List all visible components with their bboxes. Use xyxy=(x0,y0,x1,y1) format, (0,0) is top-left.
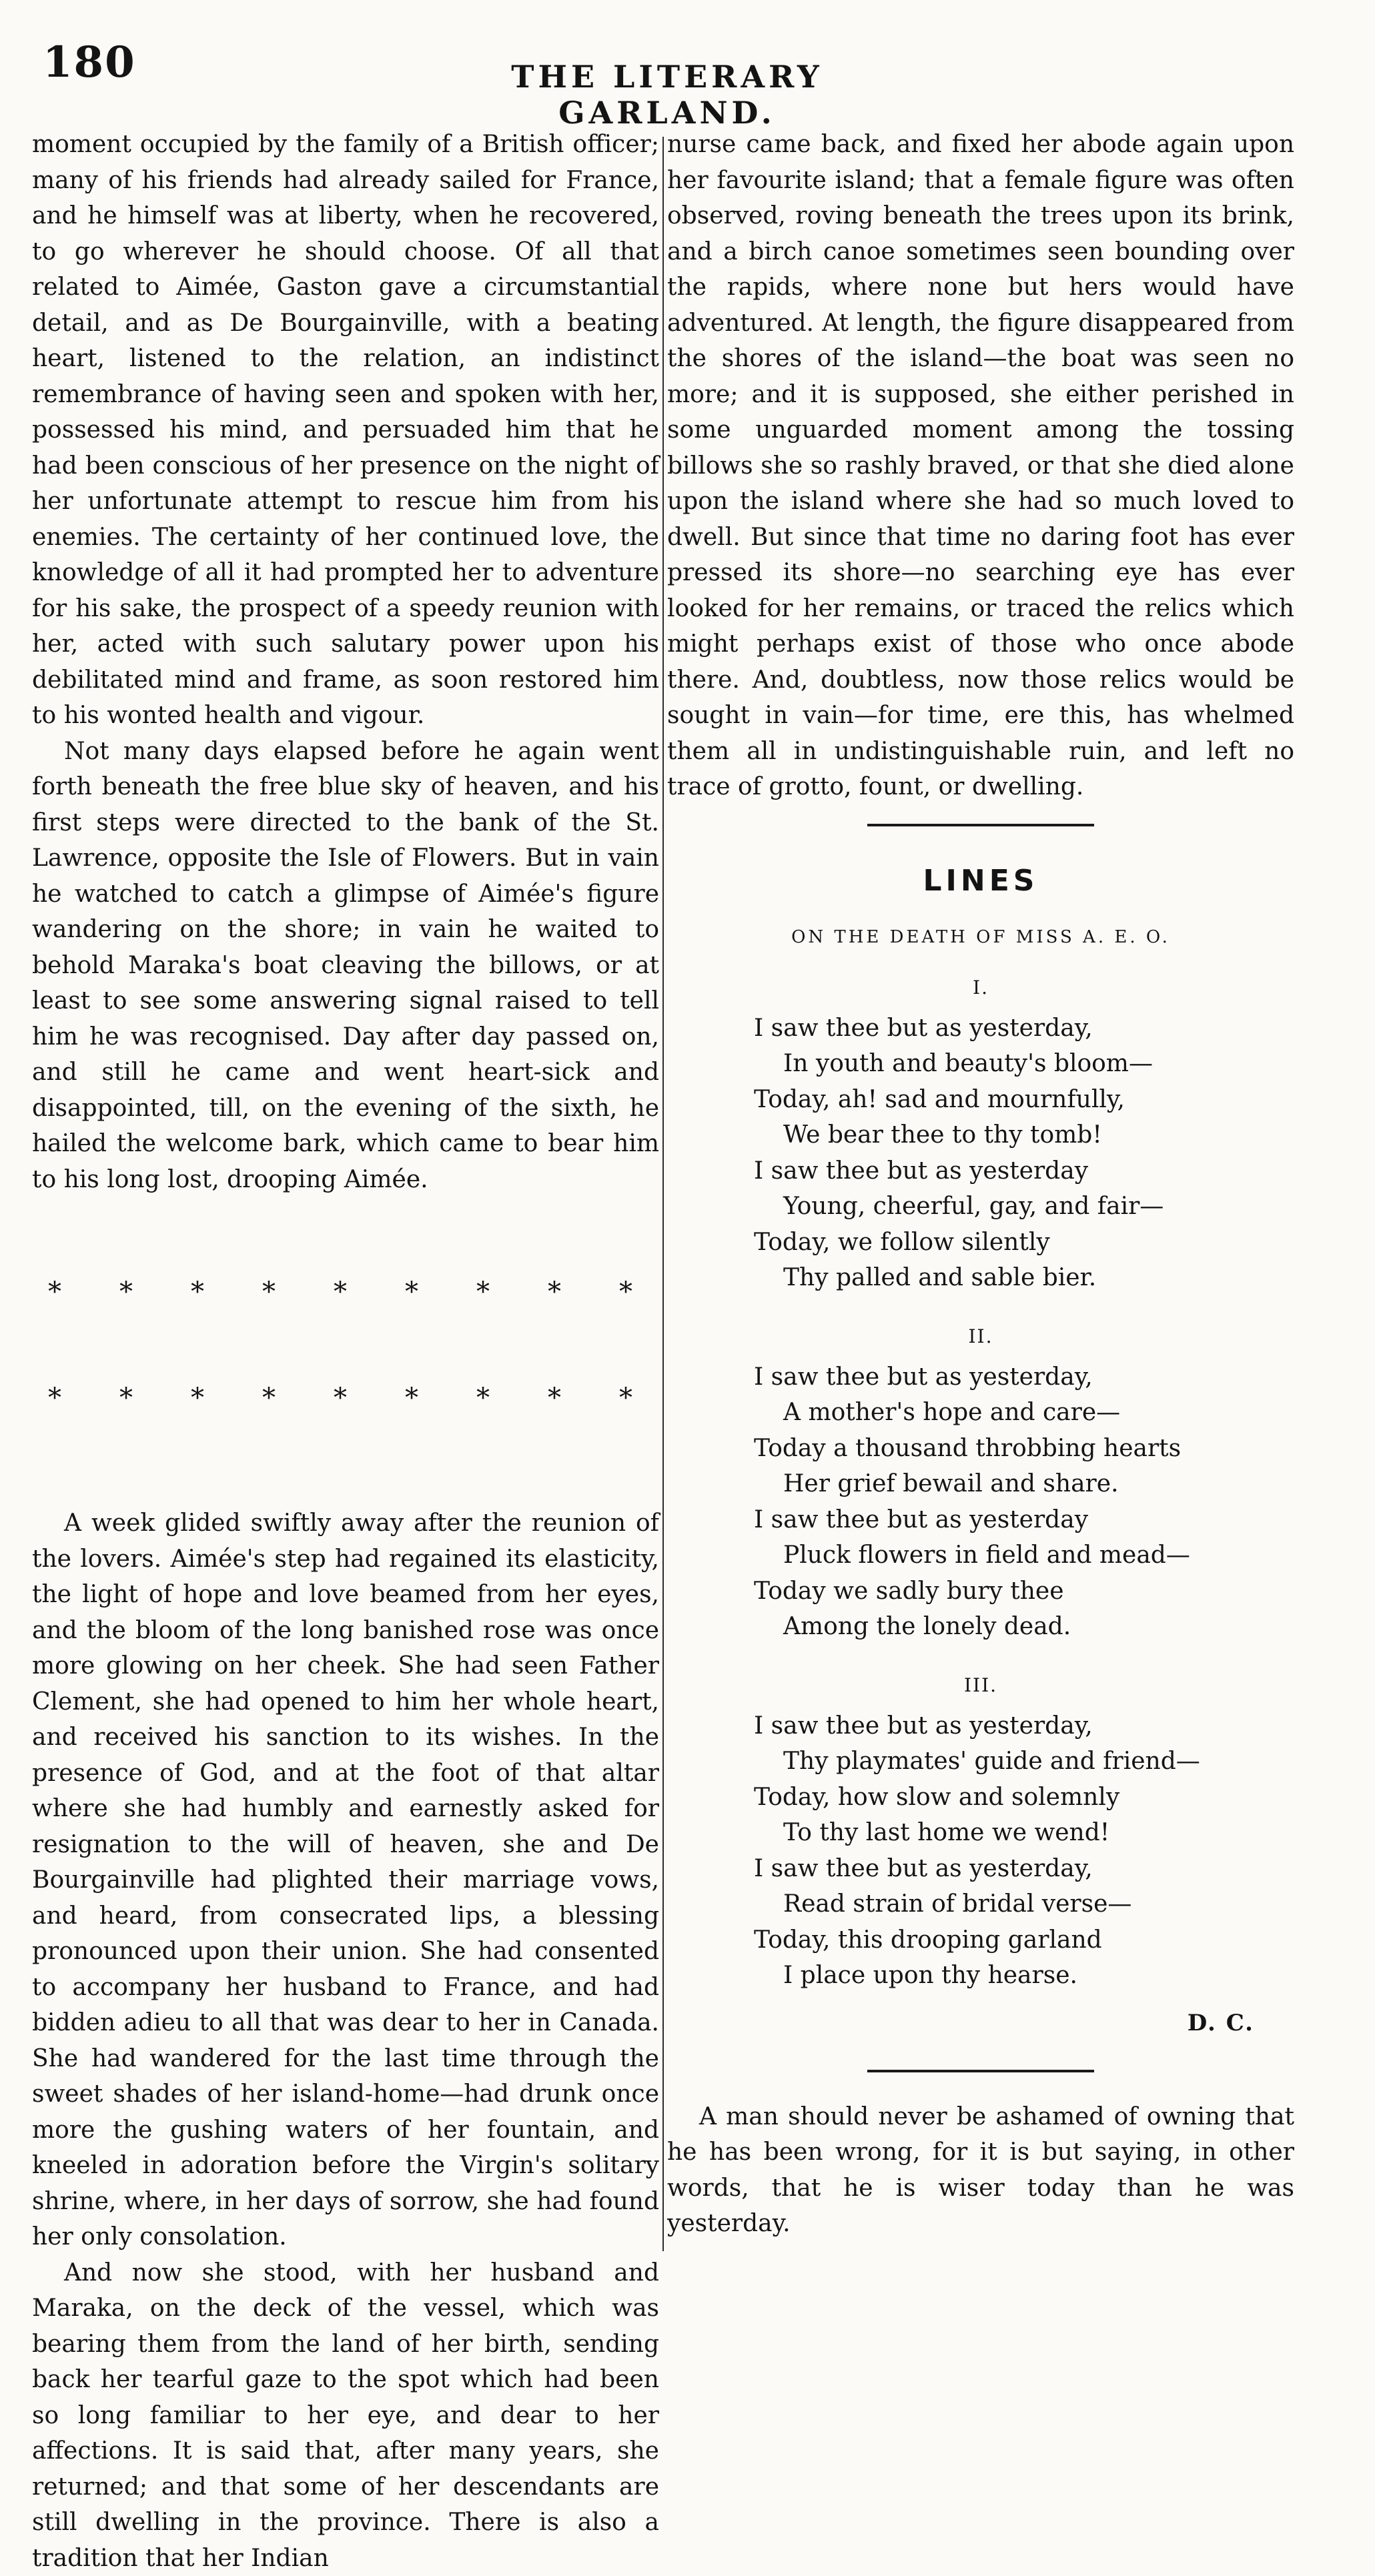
asterisk-row xyxy=(32,1381,659,1416)
right-column xyxy=(667,127,1294,2242)
poem-line: I saw thee but as yesterday, xyxy=(754,1708,1294,1744)
stanza xyxy=(754,1359,1294,1645)
maxim-paragraph: A man should never be ashamed of owning that he has been wrong, for it is but saying, in other words, that he is wiser today than he was yesterday. xyxy=(667,2099,1294,2242)
asterisk: * xyxy=(334,1275,347,1310)
poem-line: I saw thee but as yesterday xyxy=(754,1502,1294,1538)
stanza-number: II. xyxy=(667,1325,1294,1347)
asterisk: * xyxy=(119,1381,133,1416)
paragraph-continued: nurse came back, and fixed her abode again upon her favourite island; that a female figure was often observed, roving beneath the trees upon its brink, and a birch canoe sometimes seen bounding over the rapids, where none but hers would have adventured. At length, the figure disappeared from the shores of the island—the boat was seen no more; and it is supposed, she either perished in some unguarded moment among the tossing billows she so rashly braved, or that she died alone upon the island where she had so much loved to dwell. But since that time no daring foot has ever pressed its shore—no searching eye has ever looked for her remains, or traced the relics which might perhaps exist of those who once abode there. And, doubtless, now those relics would be sought in vain—for time, ere this, has whelmed them all in undistinguishable ruin, and left no trace of grotto, fount, or dwelling. xyxy=(667,127,1294,805)
page-number: 180 xyxy=(43,37,136,87)
asterisk: * xyxy=(334,1381,347,1416)
asterisk: * xyxy=(619,1275,632,1310)
paragraph: A week glided swiftly away after the reunion of the lovers. Aimée's step had regained its elasticity, the light of hope and love beamed from her eyes, and the bloom of the long banished rose was once more glowing on her cheek. She had seen Father Clement, she had opened to him her whole heart, and received his sanction to its wishes. In the presence of God, and at the foot of that altar where she had humbly and earnestly asked for resignation to the will of heaven, she and De Bourgainville had plighted their marriage vows, and heard, from consecrated lips, a blessing pronounced upon their union. She had consented to accompany her husband to France, and had bidden adieu to all that was dear to her in Canada. She had wandered for the last time through the sweet shades of her island-home—had drunk once more the gushing waters of her fountain, and kneeled in adoration before the Virgin's solitary shrine, where, in her days of sorrow, she had found her only consolation. xyxy=(32,1505,659,2255)
poem-line: Today, we follow silently xyxy=(754,1225,1294,1261)
poem-line: Young, cheerful, gay, and fair— xyxy=(754,1189,1294,1225)
poem-line: Today, this drooping garland xyxy=(754,1922,1294,1958)
poem-signature: D. C. xyxy=(667,2010,1294,2036)
poem-line: A mother's hope and care— xyxy=(754,1395,1294,1431)
poem-line: Thy playmates' guide and friend— xyxy=(754,1744,1294,1780)
asterisk: * xyxy=(262,1275,276,1310)
asterisk: * xyxy=(191,1381,204,1416)
asterisk: * xyxy=(405,1381,418,1416)
poem-line: I saw thee but as yesterday xyxy=(754,1153,1294,1189)
poem-line: To thy last home we wend! xyxy=(754,1815,1294,1851)
poem-line: Thy palled and sable bier. xyxy=(754,1260,1294,1296)
stanza-number: I. xyxy=(667,977,1294,999)
paragraph-continued: moment occupied by the family of a British officer; many of his friends had already sailed for France, and he himself was at liberty, when he recovered, to go wherever he should choose. Of all that related to Aimée, Gaston gave a circumstantial detail, and as De Bourgainville, with a beating heart, listened to the relation, an indistinct remembrance of having seen and spoken with her, possessed his mind, and persuaded him that he had been conscious of her presence on the night of her unfortunate attempt to rescue him from his enemies. The certainty of her continued love, the knowledge of all it had prompted her to adventure for his sake, the prospect of a speedy reunion with her, acted with such salutary power upon his debilitated mind and frame, as soon restored him to his wonted health and vigour. xyxy=(32,127,659,734)
poem-line: I saw thee but as yesterday, xyxy=(754,1851,1294,1887)
poem-line: Today, how slow and solemnly xyxy=(754,1780,1294,1816)
stanza-number: III. xyxy=(667,1674,1294,1696)
poem-line: I saw thee but as yesterday, xyxy=(754,1359,1294,1395)
asterisk: * xyxy=(476,1381,490,1416)
column-divider xyxy=(662,137,664,2251)
asterisk: * xyxy=(548,1275,561,1310)
paragraph: And now she stood, with her husband and Maraka, on the deck of the vessel, which was bearing them from the land of her birth, sending back her tearful gaze to the spot which had been so long familiar to her eye, and dear to her affections. It is said that, after many years, she returned; and that some of her descendants are still dwelling in the province. There is also a tradition that her Indian xyxy=(32,2255,659,2576)
poem-line: In youth and beauty's bloom— xyxy=(754,1046,1294,1082)
asterisk: * xyxy=(619,1381,632,1416)
poem xyxy=(667,864,1294,2036)
running-title: THE LITERARY GARLAND. xyxy=(414,59,921,131)
asterisk-row xyxy=(32,1275,659,1310)
section-rule xyxy=(867,824,1094,826)
stanza xyxy=(754,1708,1294,1994)
poem-line: Pluck flowers in field and mead— xyxy=(754,1537,1294,1573)
section-break-asterisks xyxy=(32,1204,659,1487)
asterisk: * xyxy=(48,1381,61,1416)
poem-line: Her grief bewail and share. xyxy=(754,1466,1294,1502)
asterisk: * xyxy=(48,1275,61,1310)
asterisk: * xyxy=(262,1381,276,1416)
poem-line: I place upon thy hearse. xyxy=(754,1958,1294,1994)
paragraph: Not many days elapsed before he again went forth beneath the free blue sky of heaven, and his first steps were directed to the bank of the St. Lawrence, opposite the Isle of Flowers. But in vain he watched to catch a glimpse of Aimée's figure wandering on the shore; in vain he waited to behold Maraka's boat cleaving the billows, or at least to see some answering signal raised to tell him he was recognised. Day after day passed on, and still he came and went heart-sick and disappointed, till, on the evening of the sixth, he hailed the welcome bark, which came to bear him to his long lost, drooping Aimée. xyxy=(32,734,659,1198)
poem-title: LINES xyxy=(667,864,1294,898)
asterisk: * xyxy=(191,1275,204,1310)
poem-line: Today we sadly bury thee xyxy=(754,1573,1294,1609)
poem-line: Among the lonely dead. xyxy=(754,1609,1294,1645)
poem-line: Today, ah! sad and mournfully, xyxy=(754,1082,1294,1118)
poem-subtitle: ON THE DEATH OF MISS A. E. O. xyxy=(667,927,1294,947)
poem-line: I saw thee but as yesterday, xyxy=(754,1011,1294,1047)
poem-line: Read strain of bridal verse— xyxy=(754,1886,1294,1922)
asterisk: * xyxy=(548,1381,561,1416)
left-column xyxy=(32,127,659,2576)
asterisk: * xyxy=(119,1275,133,1310)
poem-line: Today a thousand throbbing hearts xyxy=(754,1431,1294,1467)
poem-line: We bear thee to thy tomb! xyxy=(754,1117,1294,1153)
asterisk: * xyxy=(405,1275,418,1310)
asterisk: * xyxy=(476,1275,490,1310)
section-rule xyxy=(867,2070,1094,2072)
stanza xyxy=(754,1011,1294,1296)
